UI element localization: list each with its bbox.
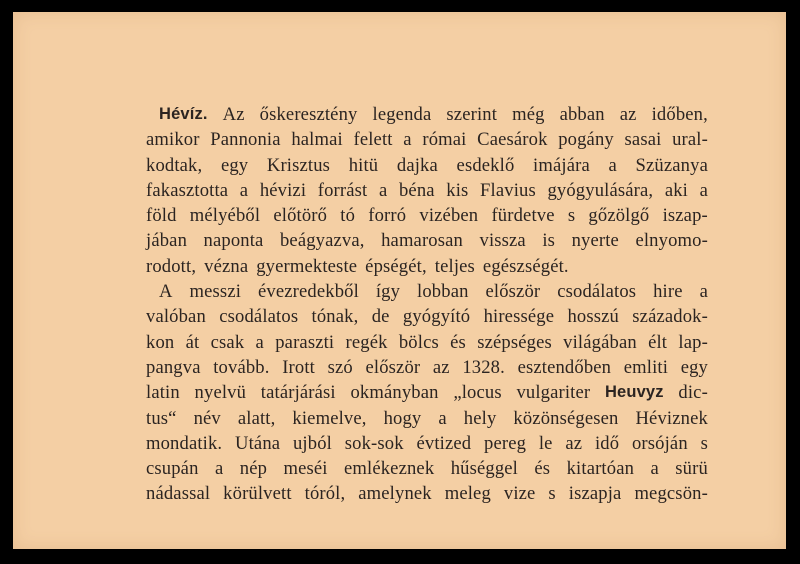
word: fakasztotta [146,179,229,201]
bold-term: Hévíz. [159,105,208,123]
word: hévizi [259,179,307,201]
word: évtized [416,432,472,454]
word: felett [353,129,393,151]
word: Irott [282,356,315,378]
word: kitartóan [566,458,635,480]
word: előtörő [273,205,328,227]
word: fürdetve [491,205,555,227]
word: nádassal [146,483,211,505]
word: Flavius [480,179,536,201]
word: az [432,356,450,378]
word: föld [146,205,177,227]
word: kis [446,179,469,201]
word: a [608,154,617,176]
word: évezredekből [258,281,359,303]
word: így [375,281,401,303]
word: is [542,230,556,252]
word: Szüzanya [635,154,708,176]
word: a [239,179,249,201]
word: először [485,281,541,303]
word: imájára [533,154,590,176]
word: Pannonia [210,129,281,151]
word: Az [222,104,245,125]
word: a [214,458,224,480]
word: nép [239,458,268,480]
text-line [146,355,708,380]
word: regék [345,331,388,353]
text-line [146,254,708,279]
word: a [255,331,264,353]
word: ujból [292,432,332,454]
word: az [565,432,583,454]
word: csak [210,331,245,353]
word: a [403,129,412,151]
text-line [146,102,708,127]
word: s [548,483,556,505]
word: esztendőben [517,356,612,378]
word: „locus [453,382,502,404]
word: sok-sok [344,432,404,454]
word: a [650,458,659,480]
word: tóról, [304,483,346,505]
word: a [699,179,708,201]
text-line [146,279,708,304]
word: tus“ [146,407,177,429]
word: vulgariter [516,382,591,404]
bold-term: Heuvyz [604,383,664,402]
text-line [146,431,708,456]
word: szerint [446,104,498,125]
word: vize [503,483,536,505]
word: emlékeznek [344,458,435,480]
word: név [193,407,221,429]
word: gyermekteste [256,255,358,277]
word: de [371,306,390,328]
text-line [146,406,708,431]
word: emliti [623,356,669,378]
word: iszapja [568,483,622,505]
document-page [13,12,786,549]
word: a [699,281,708,303]
word: idő [594,432,620,454]
word: meséi [283,458,328,480]
word: sürü [675,458,708,480]
word: naponta [203,230,264,252]
word: szó [327,356,353,378]
word: bölcs [398,331,439,353]
word: béna [398,179,435,201]
word: hiressége [483,306,555,328]
word: egy [220,154,249,176]
word: orsóján [631,432,688,454]
text-line [146,330,708,355]
text-line [146,203,708,228]
word: kon [146,331,175,353]
word: beágyazva, [279,230,365,252]
word: s [567,205,576,227]
word: paraszti [275,331,335,353]
word: latin [146,382,180,404]
word: A [159,281,173,303]
word: csodálatos [557,281,637,303]
word: Utána [235,432,281,454]
word: amelynek [358,483,432,505]
word: a [378,179,388,201]
word: pangva [146,356,201,378]
word: s [700,432,708,454]
word: mélyéből [189,205,261,227]
text-line [146,153,708,178]
word: valóban [146,306,206,328]
text-line [146,481,708,506]
word: megcsön- [634,483,708,505]
word: és [534,458,551,480]
word: meleg [444,483,491,505]
word: pogány [558,129,614,151]
word: teljes [434,255,475,277]
word: esdeklő [456,154,515,176]
word: tovább. [213,356,270,378]
word: okmányban [350,382,439,404]
word: pereg [484,432,527,454]
word: elnyomo- [635,230,708,252]
word: hely [463,407,497,429]
word: vézna [204,255,249,277]
word: közönségesen [513,407,619,429]
word: római [422,129,467,151]
word: hitü [348,154,379,176]
word: mondatik. [146,432,223,454]
word: egy [680,356,708,378]
word: le [538,432,553,454]
word: gyógyulására, [547,179,654,201]
word: századok- [632,306,708,328]
word: hamarosan [381,230,463,252]
word: épségét, [365,255,427,277]
word: időben, [651,104,708,125]
word: tatárjárási [260,382,336,404]
word: élt [648,331,668,353]
word: hosszú [567,306,619,328]
word: ural- [672,129,708,151]
word: körülvett [223,483,292,505]
word: lobban [417,281,469,303]
word: először [365,356,421,378]
word: alatt, [237,407,276,429]
word: és [450,331,466,353]
word: gyógyító [402,306,471,328]
word: világában [563,331,637,353]
word: amikor [146,129,200,151]
body-text [146,102,708,507]
word: legenda [372,104,432,125]
text-line [146,127,708,152]
word: forrást [317,179,368,201]
word: tó [340,205,356,227]
word: aki [664,179,688,201]
word: nyelvü [194,382,247,404]
word: az [619,104,637,125]
word: csodálatos [219,306,299,328]
word: Héviznek [635,407,708,429]
text-line [146,228,708,253]
word: halmai [291,129,343,151]
word: még [512,104,545,125]
text-line [146,178,708,203]
word: hire [653,281,683,303]
word: kodtak, [146,154,203,176]
word: kiemelve, [292,407,367,429]
text-line [146,456,708,481]
word: 1328. [462,356,505,378]
text-line [146,380,708,405]
word: gőzölgő [588,205,650,227]
word: egészségét. [482,255,569,277]
word: nyerte [571,230,619,252]
word: a [438,407,447,429]
word: csupán [146,458,199,480]
word: dic- [678,382,708,404]
word: Caesárok [477,129,548,151]
word: rodott, [146,255,197,277]
word: messzi [189,281,242,303]
word: szépséges [477,331,552,353]
word: lap- [678,331,708,353]
word: vizében [419,205,479,227]
word: Krisztus [266,154,331,176]
word: forró [368,205,407,227]
word: őskeresztény [259,104,358,125]
word: tónak, [311,306,359,328]
word: hogy [383,407,422,429]
word: abban [559,104,605,125]
word: vissza [479,230,526,252]
word: sasai [624,129,662,151]
text-line [146,304,708,329]
word: dajka [396,154,438,176]
word: hűséggel [450,458,518,480]
word: iszap- [662,205,708,227]
word: át [185,331,200,353]
word: jában [146,230,188,252]
